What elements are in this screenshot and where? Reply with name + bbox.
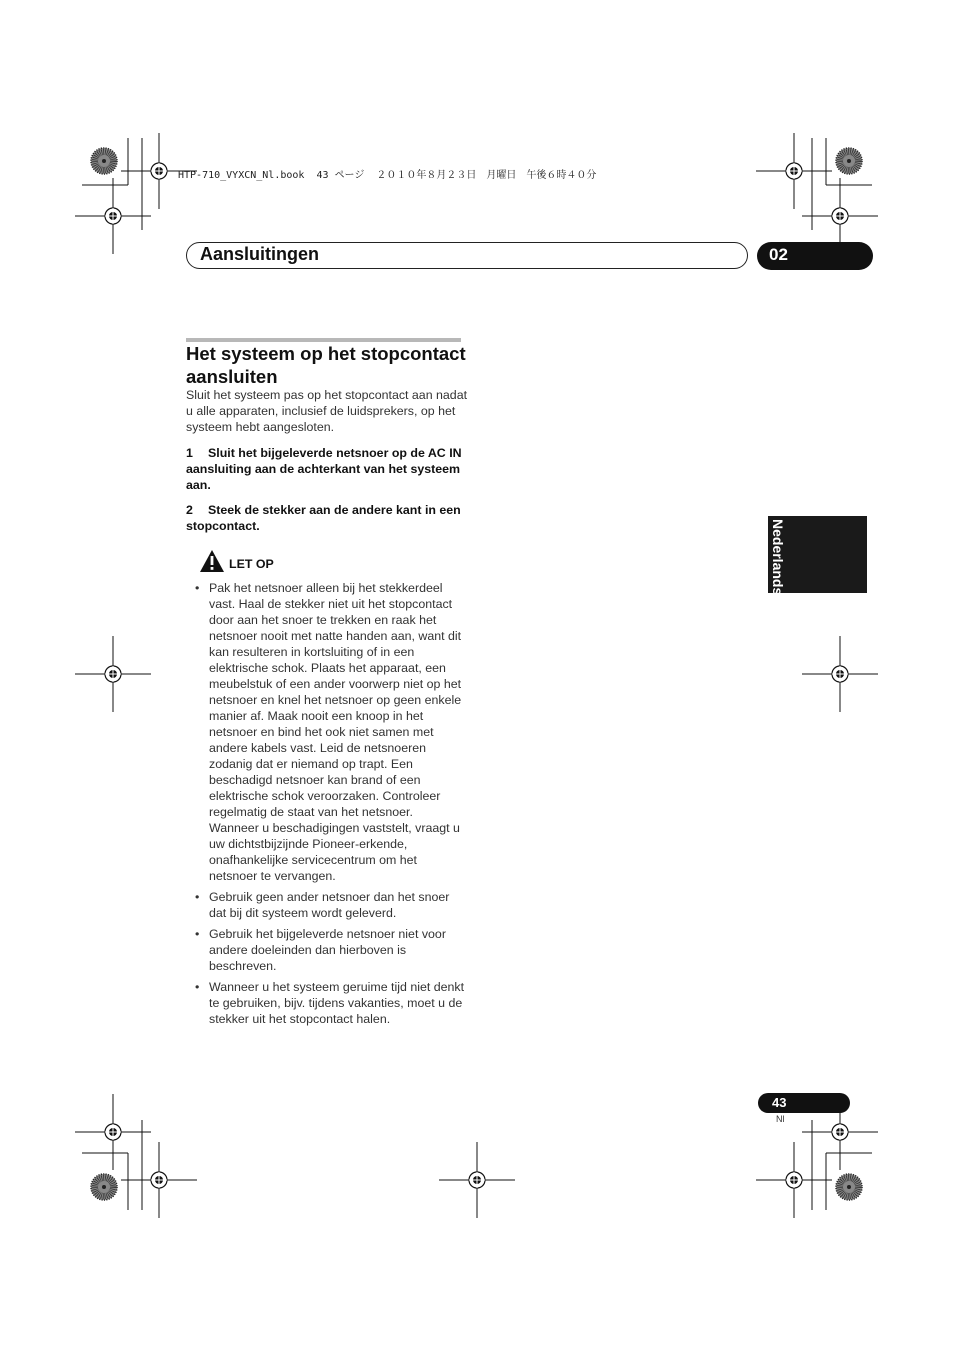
- section-intro: Sluit het systeem pas op het stopcontact aan nadat u alle apparaten, inclusief de luidsprekers, op het systeem hebt aangesloten.: [186, 388, 468, 434]
- section-title: Het systeem op het stopcontact aansluiten: [186, 343, 466, 387]
- list-item: • Gebruik geen ander netsnoer dan het snoer dat bij dit systeem wordt geleverd.: [195, 890, 450, 920]
- step-text: Steek de stekker aan de andere kant in een stopcontact.: [186, 503, 461, 533]
- chapter-number-badge: [757, 242, 873, 270]
- language-tab-label: Nederlands: [770, 519, 786, 596]
- list-item-text: Pak het netsnoer alleen bij het stekkerdeel vast. Haal de stekker niet uit het stopcontact door aan het snoer te trekken en raak het netsnoer nooit met natte handen aan, want dit kan resulteren in kortsluiting of in een elektrische schok. Plaats het apparaat, een meubelstuk of een ander voorwerp niet op het netsnoer en knel het netsnoer op geen enkele manier af. Maak nooit een knoop in het netsnoer en bind het ook niet samen met andere kabels vast. Leid de netsnoeren zodanig dat er niemand op trapt. Een beschadigd netsnoer kan brand of een elektrische schok veroorzaken. Controleer regelmatig de staat van het netsnoer. Wanneer u beschadigingen vaststelt, vraagt u uw dichtstbijzijnde Pioneer-erkende, onafhankelijke servicecentrum om het netsnoer te vervangen.: [209, 581, 462, 883]
- print-file-info: HTP-710_VYXCN_Nl.book 43 ページ ２０１０年８月２３日 月曜日 午後６時４０分: [178, 170, 597, 181]
- warning-icon: [199, 549, 225, 573]
- page-number: 43: [772, 1095, 787, 1110]
- list-item: • Pak het netsnoer alleen bij het stekkerdeel vast. Haal de stekker niet uit het stopcontact door aan het snoer te trekken en raak het netsnoer nooit met natte handen aan, want dit kan resulteren in kortsluiting of in een elektrische schok. Plaats het apparaat, een meubelstuk of een ander voorwerp niet op het netsnoer en knel het netsnoer op geen enkele manier af. Maak nooit een knoop in het netsnoer en bind het ook niet samen met andere kabels vast. Leid de netsnoeren zodanig dat er niemand op trapt. Een beschadigd netsnoer kan brand of een elektrische schok veroorzaken. Controleer regelmatig de staat van het netsnoer. Wanneer u beschadigingen vaststelt, vraagt u uw dichtstbijzijnde Pioneer-erkende, onafhankelijke servicecentrum om het netsnoer te vervangen.: [195, 581, 462, 883]
- step-2: [186, 502, 476, 534]
- list-item-text: Gebruik het bijgeleverde netsnoer niet voor andere doeleinden dan hierboven is beschreven.: [209, 927, 446, 973]
- list-item: • Wanneer u het systeem geruime tijd niet denkt te gebruiken, bijv. tijdens vakanties, moet u de stekker uit het stopcontact halen.: [195, 980, 465, 1026]
- list-item: • Gebruik het bijgeleverde netsnoer niet voor andere doeleinden dan hierboven is beschreven.: [195, 927, 446, 973]
- page-number-badge: [758, 1093, 850, 1113]
- language-code: Nl: [776, 1114, 785, 1124]
- chapter-title: Aansluitingen: [200, 244, 320, 264]
- caution-list: [195, 580, 465, 1032]
- step-text: Sluit het bijgeleverde netsnoer op de AC IN aansluiting aan de achterkant van het systeem aan.: [186, 446, 462, 492]
- step-1: [186, 445, 476, 493]
- list-item-text: Gebruik geen ander netsnoer dan het snoer dat bij dit systeem wordt geleverd.: [209, 890, 450, 920]
- step-number: 1: [186, 446, 193, 460]
- list-item-text: Wanneer u het systeem geruime tijd niet denkt te gebruiken, bijv. tijdens vakanties, moet u de stekker uit het stopcontact halen.: [209, 980, 465, 1026]
- step-number: 2: [186, 503, 193, 517]
- caution-label: LET OP: [229, 557, 274, 571]
- chapter-number: 02: [769, 245, 788, 264]
- language-side-tab: [768, 516, 867, 596]
